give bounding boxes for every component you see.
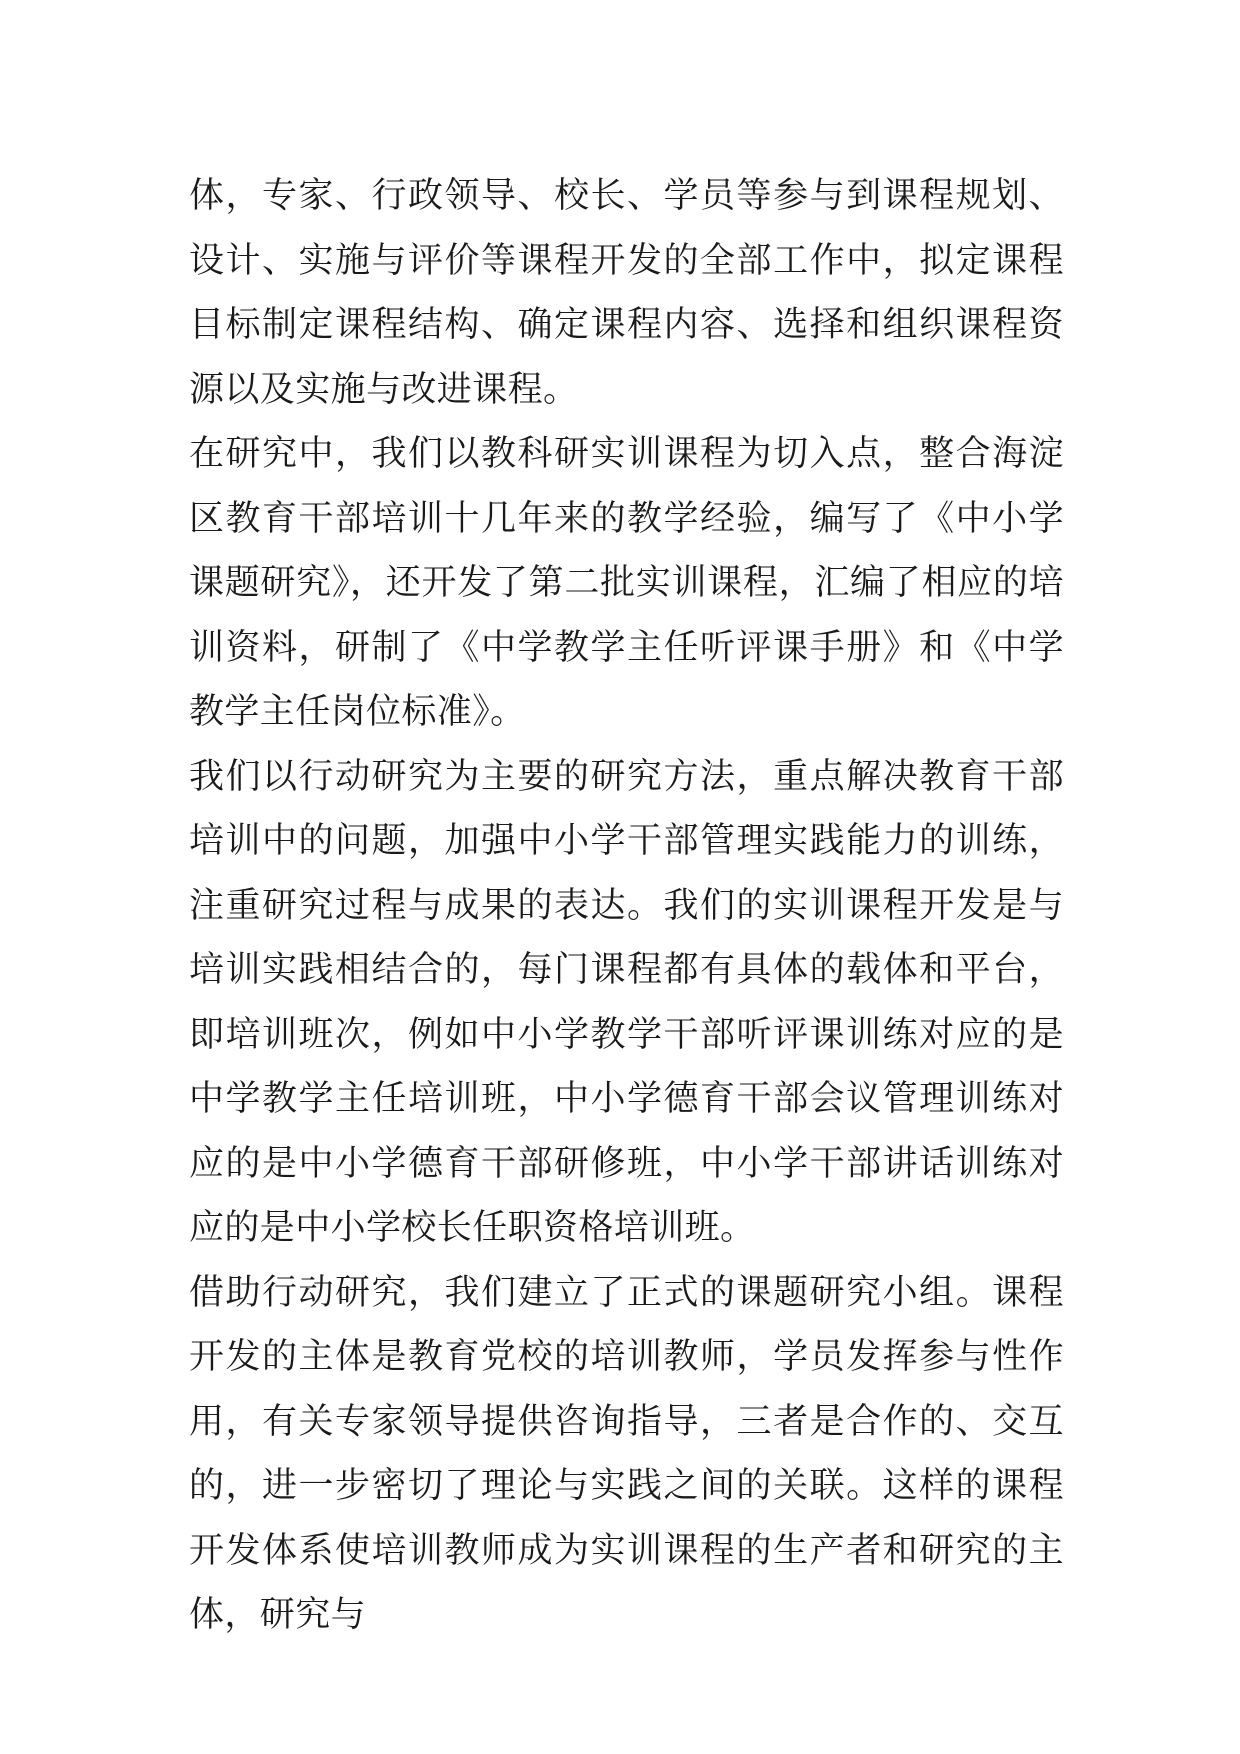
document-body [189, 164, 1064, 1648]
paragraph-2: 在研究中，我们以教科研实训课程为切入点，整合海淀区教育干部培训十几年来的教学经验，编写了《中小学课题研究》，还开发了第二批实训课程，汇编了相应的培训资料，研制了《中学教学主任听评课手册》和《中学教学主任岗位标准》。 [189, 434, 1064, 732]
paragraph-3: 我们以行动研究为主要的研究方法，重点解决教育干部培训中的问题，加强中小学干部管理实践能力的训练，注重研究过程与成果的表达。我们的实训课程开发是与培训实践相结合的，每门课程都有具体的载体和平台，即培训班次，例如中小学教学干部听评课训练对应的是中学教学主任培训班，中小学德育干部会议管理训练对应的是中小学德育干部研修班，中小学干部讲话训练对应的是中小学校长任职资格培训班。 [189, 756, 1064, 1248]
paragraph-4: 借助行动研究，我们建立了正式的课题研究小组。课程开发的主体是教育党校的培训教师，学员发挥参与性作用，有关专家领导提供咨询指导，三者是合作的、交互的，进一步密切了理论与实践之间的关联。这样的课程开发体系使培训教师成为实训课程的生产者和研究的主体，研究与 [189, 1272, 1064, 1635]
paragraph-1: 体，专家、行政领导、校长、学员等参与到课程规划、设计、实施与评价等课程开发的全部工作中，拟定课程目标制定课程结构、确定课程内容、选择和组织课程资源以及实施与改进课程。 [189, 176, 1064, 410]
